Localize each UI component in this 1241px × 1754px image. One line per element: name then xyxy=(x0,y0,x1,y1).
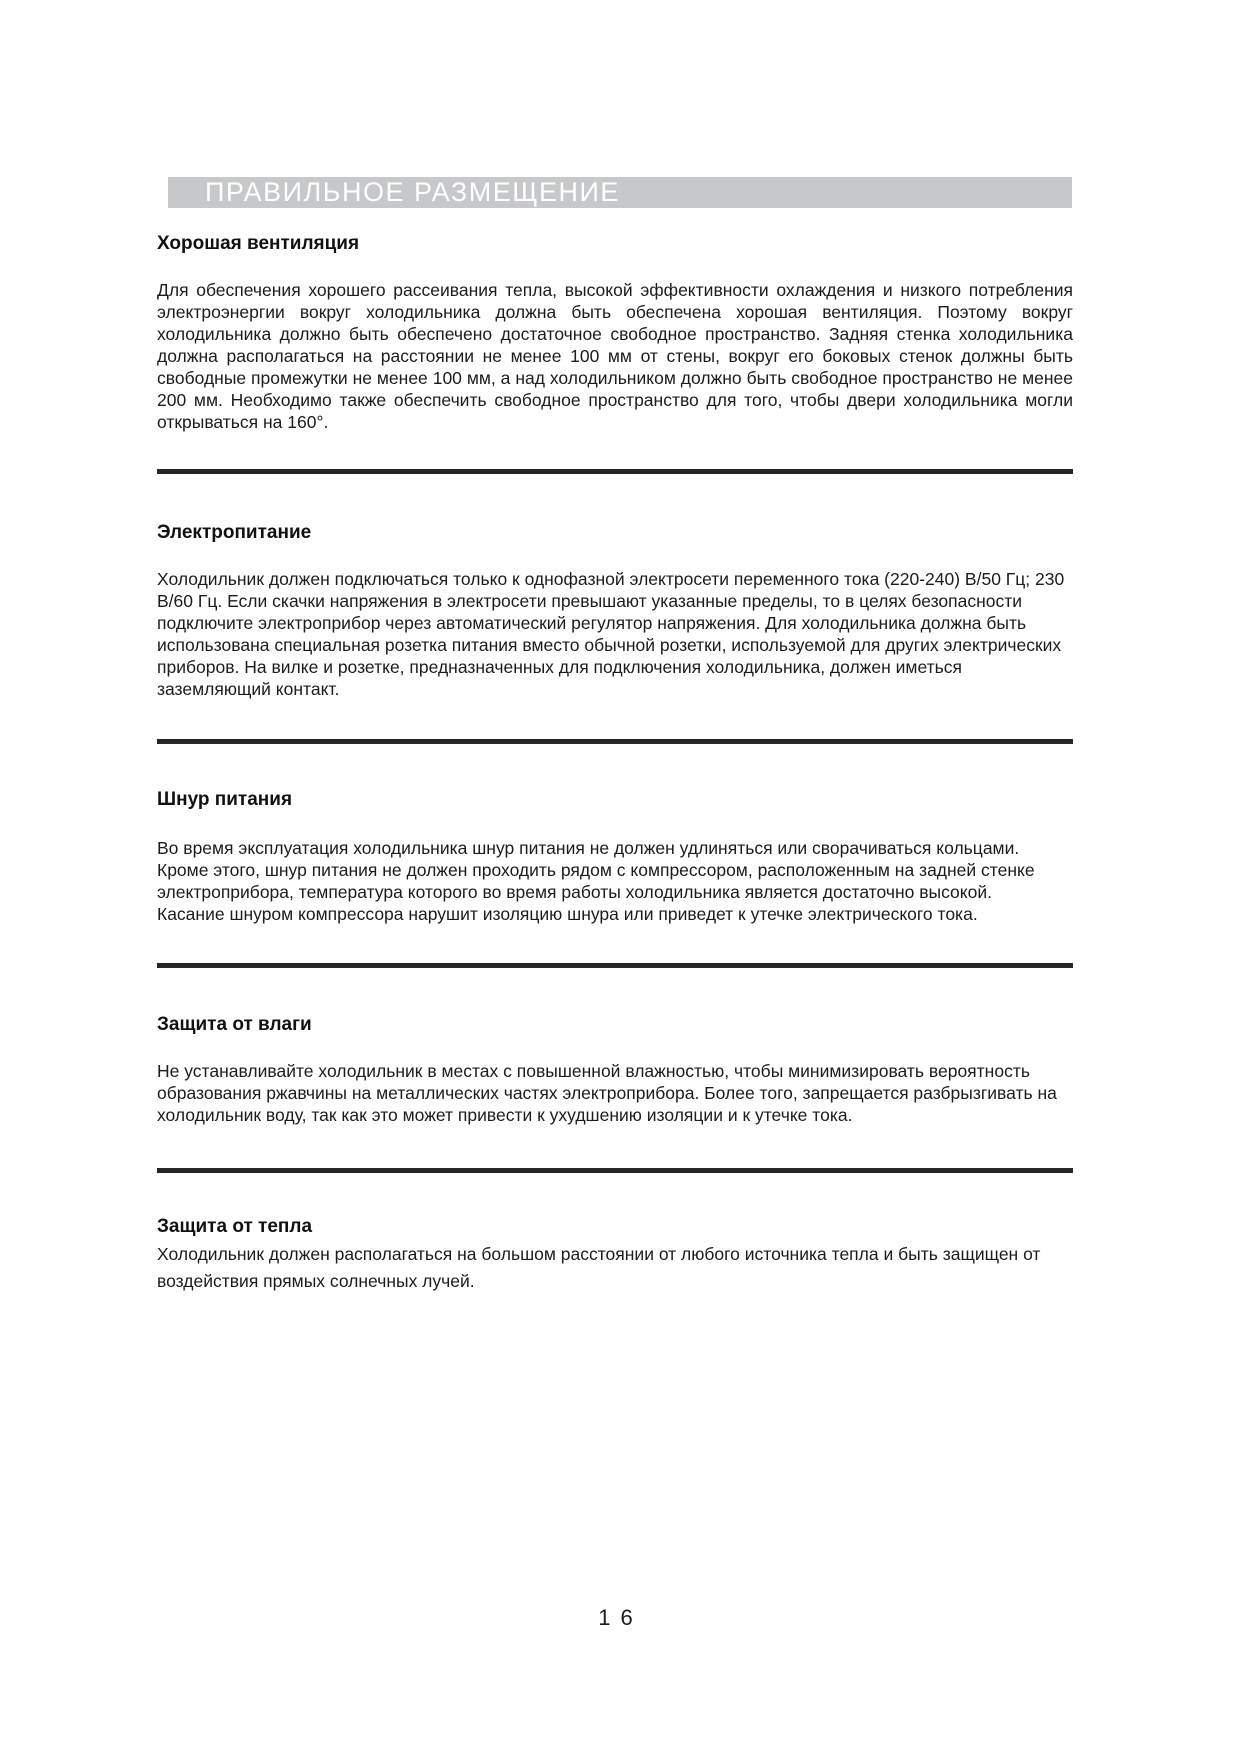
section-body-ventilation: Для обеспечения хорошего рассеивания тепла, высокой эффективности охлаждения и низкого потребления электроэнергии вокруг холодильника должна быть обеспечена хорошая вентиляция. Поэтому вокруг холодильника должно быть обеспечено достаточное свободное пространство. Задняя стенка холодильника должна располагаться на расстоянии не менее 100 мм от стены, вокруг его боковых стенок должны быть свободные промежутки не менее 100 мм, а над холодильником должно быть свободное пространство не менее 200 мм. Необходимо также обеспечить свободное пространство для того, чтобы двери холодильника могли открываться на 160°. xyxy=(157,280,1078,432)
page-content xyxy=(157,0,1078,1295)
section-body-moisture-protection: Не устанавливайте холодильник в местах с повышенной влажностью, чтобы минимизировать вероятность образования ржавчины на металлических частях электроприбора. Более того, запрещается разбрызгивать на холодильник воду, так как это может привести к ухудшению изоляции и к утечке тока. xyxy=(157,1061,1062,1125)
section-body-power-cord: Во время эксплуатация холодильника шнур питания не должен удлиняться или сворачиваться кольцами. Кроме этого, шнур питания не должен проходить рядом с компрессором, расположенным на задней стенке электроприбора, температура которого во время работы холодильника является достаточно высокой. Касание шнуром компрессора нарушит изоляцию шнура или приведет к утечке электрического тока. xyxy=(157,838,1040,924)
section-body-heat-protection: Холодильник должен располагаться на большом расстоянии от любого источника тепла и быть защищен от воздействия прямых солнечных лучей. xyxy=(157,1244,1046,1291)
section-heading-moisture-protection: Защита от влаги xyxy=(157,1014,312,1035)
section-divider xyxy=(157,963,1073,968)
section-divider xyxy=(157,469,1073,474)
section-body-power-supply: Холодильник должен подключаться только к однофазной электросети переменного тока (220-240) В/50 Гц; 230 В/60 Гц. Если скачки напряжения в электросети превышают указанные пределы, то в целях безопасности подключите электроприбор через автоматический регулятор напряжения. Для холодильника должна быть использована специальная розетка питания вместо обычной розетки, используемой для других электрических приборов. На вилке и розетке, предназначенных для подключения холодильника, должен иметься заземляющий контакт. xyxy=(157,569,1070,699)
section-heading-heat-protection: Защита от тепла xyxy=(157,1216,313,1237)
section-heading-power-supply: Электропитание xyxy=(157,522,312,543)
section-heading-ventilation: Хорошая вентиляция xyxy=(157,233,360,254)
section-divider xyxy=(157,739,1073,744)
section-divider xyxy=(157,1168,1073,1173)
page-title: ПРАВИЛЬНОЕ РАЗМЕЩЕНИЕ xyxy=(168,177,1072,208)
page-number: 16 xyxy=(598,1605,643,1630)
section-heading-power-cord: Шнур питания xyxy=(157,789,293,810)
